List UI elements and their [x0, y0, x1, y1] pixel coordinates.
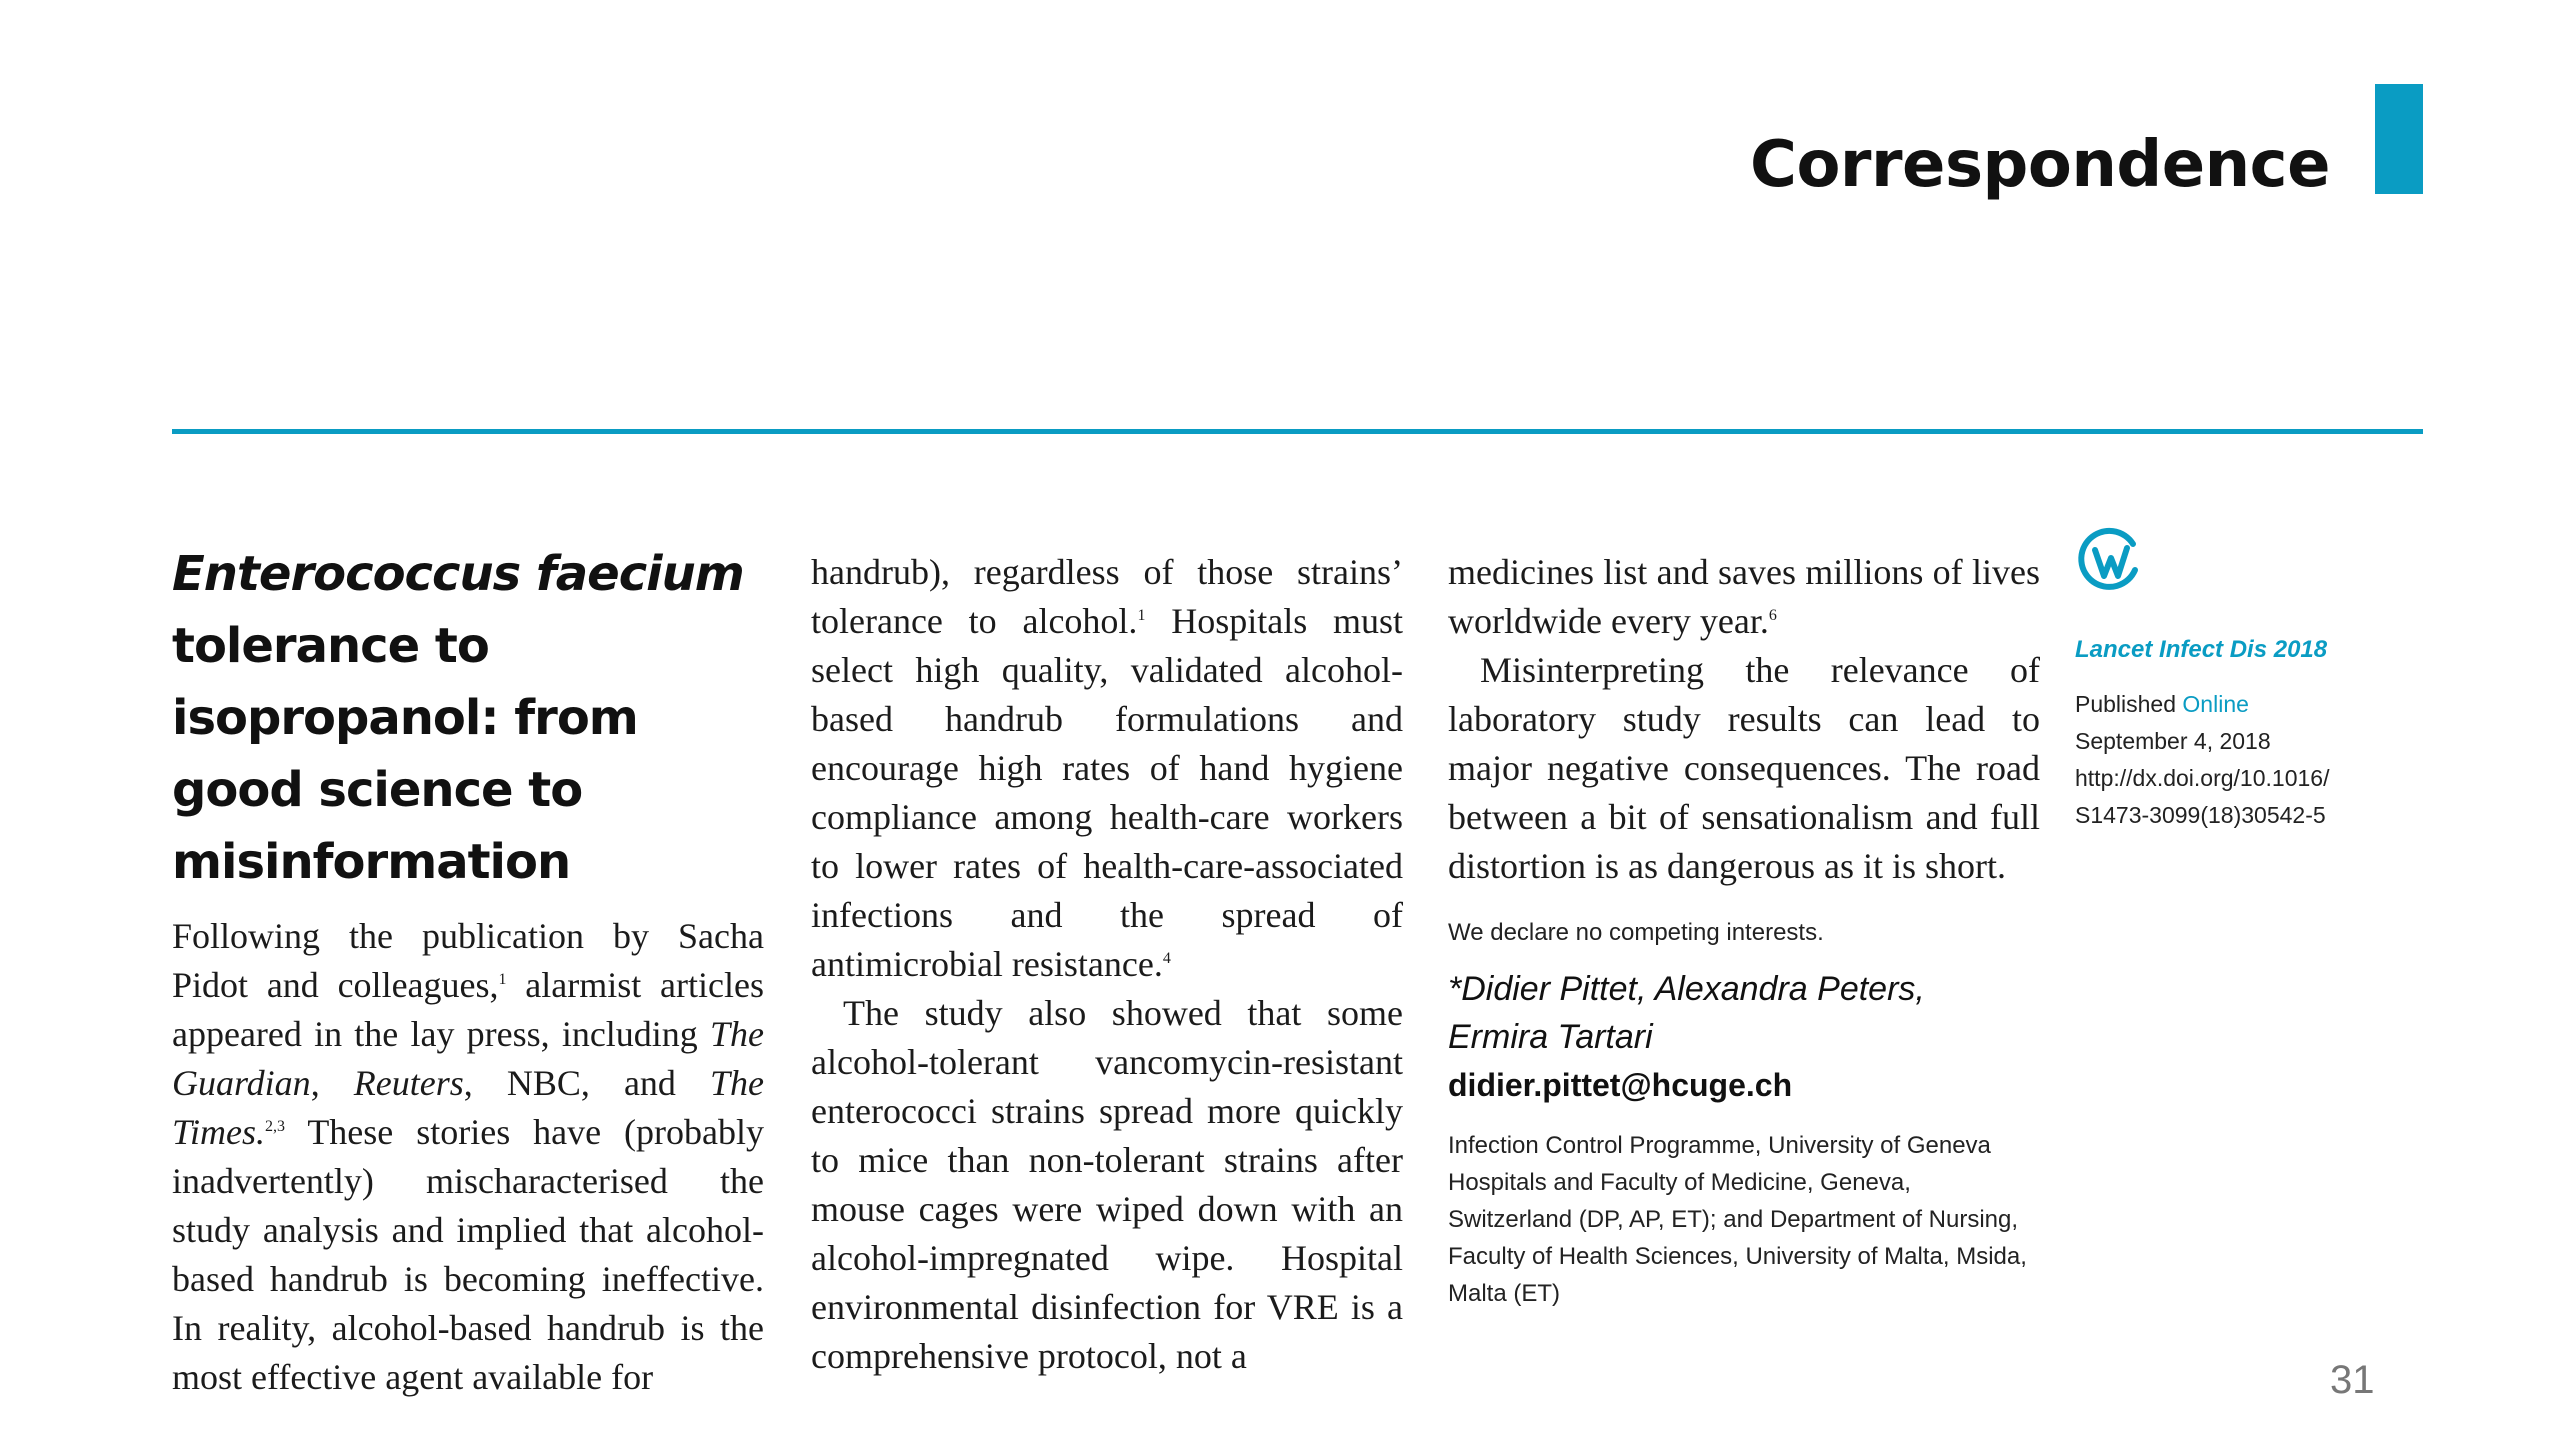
text-span: ,	[310, 1063, 354, 1103]
section-title: Correspondence	[1749, 128, 2330, 202]
text-span: Following the publication by Sacha Pidot and colleagues,	[172, 916, 764, 1005]
publication-meta	[2075, 686, 2415, 834]
header-divider	[172, 429, 2423, 434]
column-1	[172, 548, 764, 1402]
publication-name: Reuters	[353, 1063, 464, 1103]
published-label: Published	[2075, 691, 2183, 717]
column-3	[1448, 548, 2040, 1312]
doi-link[interactable]: S1473-3099(18)30542-5	[2075, 802, 2326, 828]
w-circle-logo-icon	[2075, 524, 2147, 596]
paragraph	[172, 912, 764, 1402]
reference: 1	[498, 971, 507, 988]
publication-date: September 4, 2018	[2075, 728, 2271, 754]
online-label: Online	[2182, 691, 2249, 717]
reference: 1	[1137, 607, 1146, 624]
title-rest: tolerance to isopropanol: from good science to misinformation	[172, 618, 638, 890]
reference: 6	[1768, 607, 1777, 624]
page-number: 31	[2330, 1358, 2375, 1402]
text-span: , NBC, and	[463, 1063, 711, 1103]
column-2	[811, 548, 1403, 1381]
authors-line: Ermira Tartari	[1448, 1018, 1653, 1056]
paragraph: The study also showed that some alcohol-tolerant vancomycin-resistant enterococci strains spread more quickly to mice than non-tolerant strains after mouse cages were wiped down with an alcohol-impregnated wipe. Hospital environmental disinfection for VRE is a comprehensive protocol, not a	[811, 993, 1403, 1376]
text-span: handrub), regardless of those strains’ tolerance to alcohol.	[811, 552, 1403, 641]
affiliation: Infection Control Programme, University of Geneva Hospitals and Faculty of Medicine, Geneva, Switzerland (DP, AP, ET); and Department of Nursing, Faculty of Health Sciences, University of Malta, Msida, Malta (ET)	[1448, 1132, 2027, 1307]
text-span: medicines list and saves millions of lives worldwide every year.	[1448, 552, 2040, 641]
reference: 4	[1162, 950, 1171, 967]
article-title	[172, 538, 764, 898]
authors-line: *Didier Pittet, Alexandra Peters,	[1448, 970, 1925, 1008]
publication-name: The Guardian	[172, 1014, 764, 1103]
article-sidebar	[2075, 524, 2415, 834]
paragraph: Misinterpreting the relevance of laboratory study results can lead to major negative consequences. The road between a bit of sensationalism and full distortion is as dangerous as it is short.	[1448, 650, 2040, 886]
title-italic: Enterococcus faecium	[172, 546, 744, 602]
publication-name: The Times.	[172, 1063, 765, 1152]
reference: 2,3	[265, 1118, 286, 1135]
doi-link[interactable]: http://dx.doi.org/10.1016/	[2075, 765, 2330, 791]
paragraph	[1448, 548, 2040, 646]
accent-bar	[2375, 84, 2423, 194]
text-span: Hospitals must select high quality, validated alcohol-based handrub formulations and encourage high rates of hand hygiene compliance among health-care workers to lower rates of health-care-associated infections and the spread of antimicrobial resistance.	[811, 601, 1404, 984]
authors	[1448, 965, 2040, 1061]
text-span: alarmist articles appeared in the lay press, including	[172, 965, 764, 1054]
text-span: These stories have (probably inadvertently) mischaracterised the study analysis and implied that alcohol-based handrub is becoming ineffective. In reality, alcohol-based handrub is the most effective agent available for	[172, 1112, 764, 1397]
paragraph	[811, 548, 1403, 989]
journal-citation: Lancet Infect Dis 2018	[2075, 636, 2328, 663]
author-email[interactable]: didier.pittet@hcuge.ch	[1448, 1067, 1793, 1103]
competing-interests: We declare no competing interests.	[1448, 919, 1824, 946]
